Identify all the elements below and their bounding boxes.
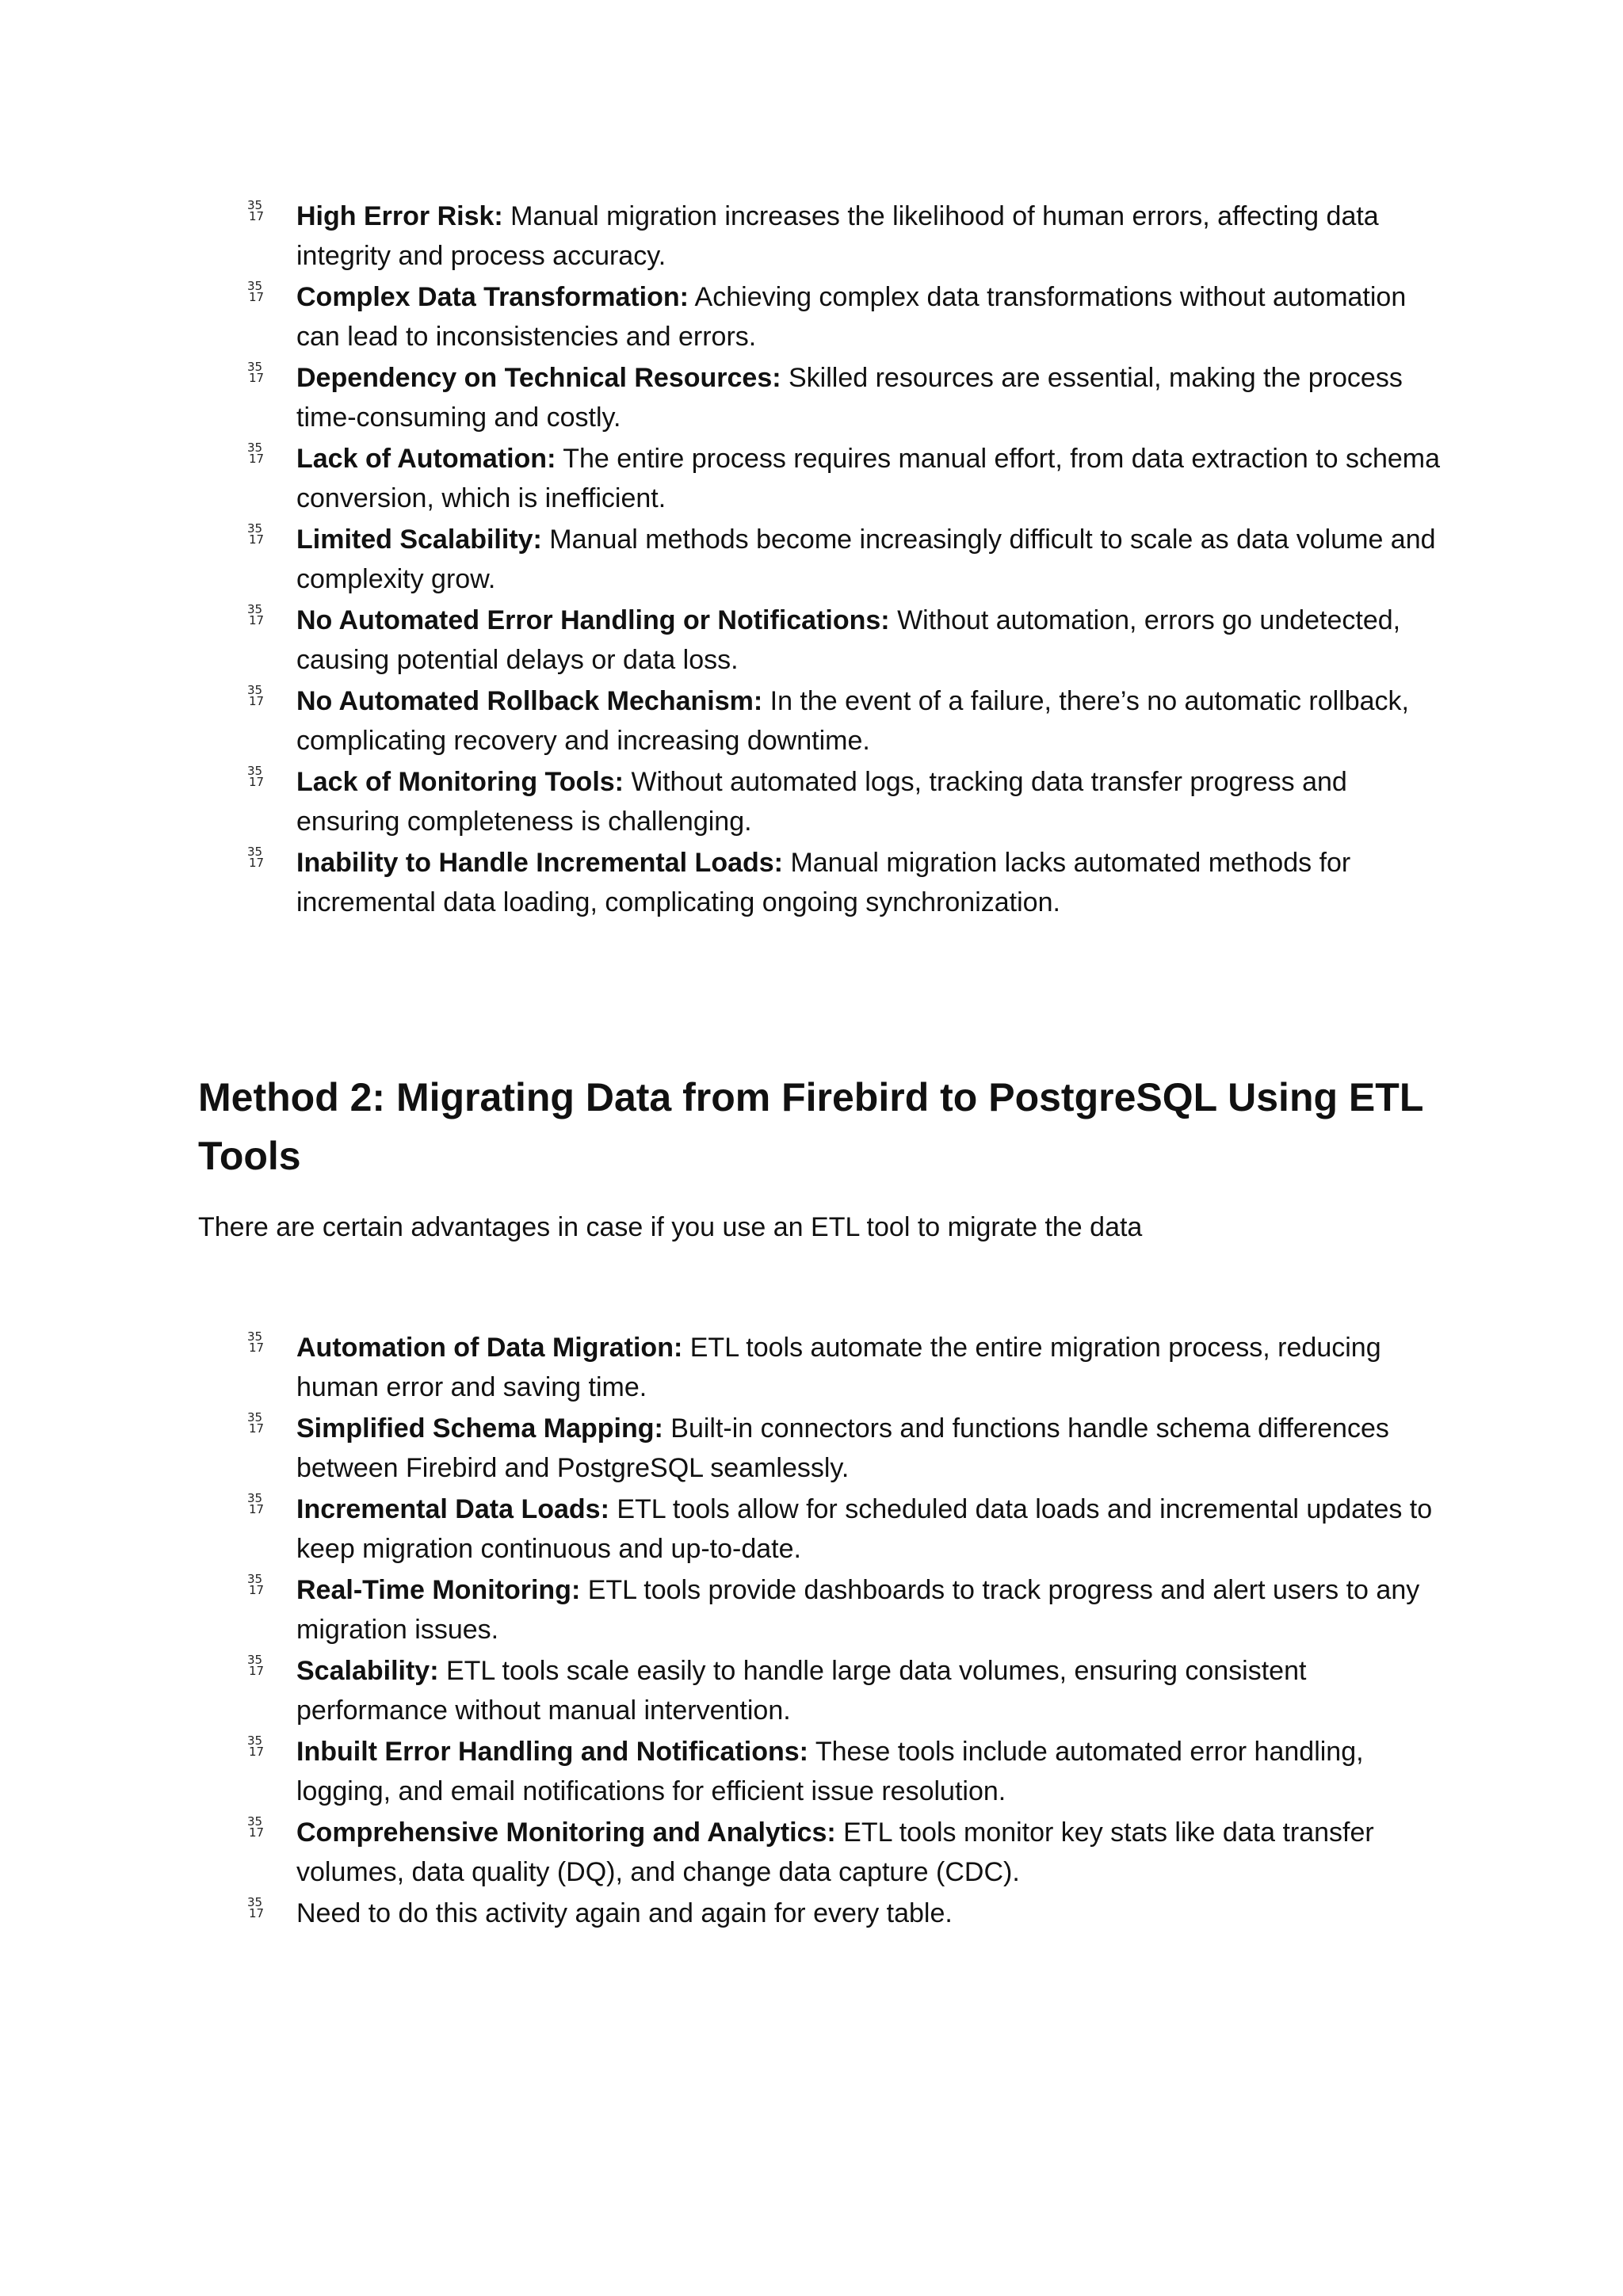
list-item [0,762,1445,841]
item-term: Comprehensive Monitoring and Analytics: [296,1817,836,1848]
intro-paragraph: There are certain advantages in case if you use an ETL tool to migrate the data [198,1212,1143,1242]
item-term: Scalability: [296,1656,439,1686]
item-text: Achieving complex data transformations without automation can lead to inconsistencies and errors. [296,282,1407,352]
item-text: Without automated logs, tracking data transfer progress and ensuring completeness is challenging. [296,767,1347,837]
item-term: No Automated Rollback Mechanism: [296,686,763,716]
item-term: Complex Data Transformation: [296,282,689,312]
advantages-list [0,1328,1623,1935]
bullet-marker: 35 17 [247,1733,265,1759]
section-heading: Method 2: Migrating Data from Firebird to PostgreSQL Using ETL Tools [198,1075,1423,1178]
bullet-marker: 35 17 [247,198,265,223]
bullet-marker: 35 17 [247,1895,265,1920]
bullet-marker: 35 17 [247,683,265,708]
item-text: ETL tools automate the entire migration process, reducing human error and saving time. [296,1333,1381,1402]
bullet-marker: 35 17 [247,279,265,304]
item-text: ETL tools allow for scheduled data loads and incremental updates to keep migration continuous and up-to-date. [296,1494,1433,1564]
item-term: Dependency on Technical Resources: [296,363,781,393]
bullet-marker: 35 17 [247,441,265,466]
list-item [0,1894,1445,1933]
item-term: Incremental Data Loads: [296,1494,609,1524]
list-item [0,1409,1445,1488]
item-text: ETL tools scale easily to handle large data volumes, ensuring consistent performance without manual intervention. [296,1656,1307,1726]
drawbacks-list [0,196,1623,924]
bullet-marker: 35 17 [247,764,265,789]
bullet-marker: 35 17 [247,360,265,385]
bullet-marker: 35 17 [247,1329,265,1355]
list-item [0,1651,1445,1730]
list-item [0,1328,1445,1407]
item-text: These tools include automated error handling, logging, and email notifications for efficient issue resolution. [296,1737,1364,1806]
item-term: Real-Time Monitoring: [296,1575,581,1605]
item-text: Manual migration increases the likelihood of human errors, affecting data integrity and process accuracy. [296,201,1379,271]
item-term: Simplified Schema Mapping: [296,1413,663,1444]
list-item [0,1813,1445,1892]
item-text: Skilled resources are essential, making the process time-consuming and costly. [296,363,1403,433]
list-item [0,1489,1445,1569]
item-text: Need to do this activity again and again for every table. [296,1898,953,1928]
list-item [0,439,1445,518]
item-text: Manual migration lacks automated methods for incremental data loading, complicating ongoing synchronization. [296,848,1351,917]
item-term: High Error Risk: [296,201,503,231]
list-item [0,1732,1445,1811]
list-item [0,681,1445,761]
item-term: Lack of Monitoring Tools: [296,767,624,797]
list-item [0,358,1445,437]
item-term: Inability to Handle Incremental Loads: [296,848,783,878]
list-item [0,277,1445,357]
bullet-marker: 35 17 [247,602,265,627]
item-text: ETL tools provide dashboards to track progress and alert users to any migration issues. [296,1575,1420,1645]
item-text: In the event of a failure, there’s no automatic rollback, complicating recovery and increasing downtime. [296,686,1410,756]
bullet-marker: 35 17 [247,521,265,547]
bullet-marker: 35 17 [247,1410,265,1436]
item-text: Manual methods become increasingly difficult to scale as data volume and complexity grow. [296,524,1436,594]
list-item [0,520,1445,599]
item-term: Limited Scalability: [296,524,542,555]
bullet-marker: 35 17 [247,845,265,870]
item-term: No Automated Error Handling or Notifications: [296,605,890,635]
list-item [0,843,1445,922]
item-term: Automation of Data Migration: [296,1333,683,1363]
item-term: Inbuilt Error Handling and Notifications: [296,1737,808,1767]
bullet-marker: 35 17 [247,1572,265,1597]
bullet-marker: 35 17 [247,1653,265,1678]
item-text: Without automation, errors go undetected, causing potential delays or data loss. [296,605,1401,675]
bullet-marker: 35 17 [247,1491,265,1516]
item-text: Built-in connectors and functions handle schema differences between Firebird and PostgreSQL seamlessly. [296,1413,1389,1483]
item-text: The entire process requires manual effort, from data extraction to schema conversion, which is inefficient. [296,444,1441,513]
list-item [0,1570,1445,1650]
bullet-marker: 35 17 [247,1814,265,1840]
list-item [0,601,1445,680]
list-item [0,196,1445,276]
item-term: Lack of Automation: [296,444,556,474]
item-text: ETL tools monitor key stats like data transfer volumes, data quality (DQ), and change data capture (CDC). [296,1817,1374,1887]
